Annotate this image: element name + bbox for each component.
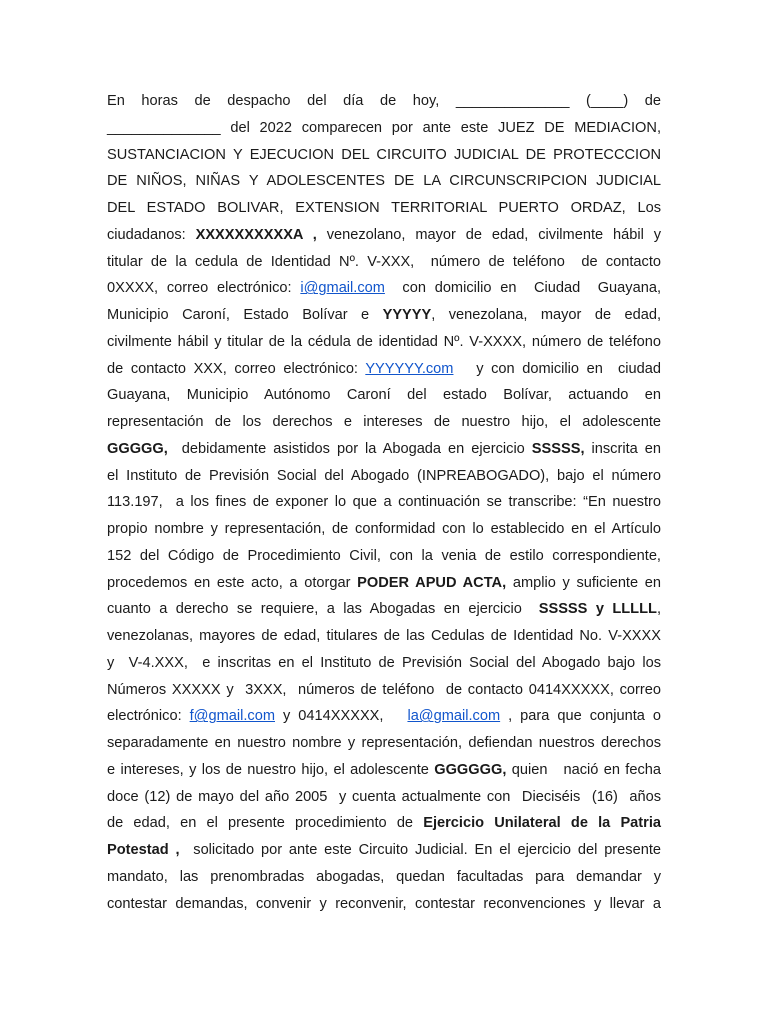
document-line bbox=[107, 436, 661, 463]
email-link[interactable]: YYYYYY.com bbox=[365, 360, 454, 377]
text-run: venezolano, mayor de edad, civilmente hábil y bbox=[316, 226, 661, 243]
text-run: ciudadanos: bbox=[107, 226, 196, 243]
bold-text: SSSSS y LLLLL bbox=[538, 601, 657, 618]
document-line bbox=[107, 275, 661, 302]
document-line bbox=[107, 409, 661, 436]
text-run: 152 del Código de Procedimiento Civil, con la venia de estilo correspondiente, bbox=[107, 547, 661, 564]
bold-text: Ejercicio Unilateral de la Patria bbox=[423, 815, 662, 832]
document-line bbox=[107, 677, 661, 704]
text-run: SUSTANCIACION Y EJECUCION DEL CIRCUITO JUDICIAL DE PROTECCCION bbox=[107, 146, 661, 163]
document-line bbox=[107, 195, 661, 222]
bold-text: YYYYY bbox=[382, 307, 432, 323]
document-line bbox=[107, 249, 661, 276]
text-run: con domicilio en Ciudad Guayana, bbox=[384, 280, 661, 297]
text-run: y 0414XXXXX, bbox=[275, 708, 408, 725]
bold-text: GGGGGG, bbox=[434, 761, 507, 778]
text-run: propio nombre y representación, de conformidad con lo establecido en el Artículo bbox=[107, 521, 661, 537]
text-run: En horas de despacho del día de hoy, ______________ (____) de bbox=[107, 93, 661, 109]
document-line bbox=[107, 891, 661, 918]
document-line bbox=[107, 88, 661, 115]
document-line bbox=[107, 784, 661, 811]
document-line bbox=[107, 623, 661, 650]
text-run: venezolanas, mayores de edad, titulares de las Cedulas de Identidad No. V-XXXX bbox=[107, 628, 661, 644]
document-line bbox=[107, 115, 661, 142]
text-run: ______________ del 2022 comparecen por ante este JUEZ DE MEDIACION, bbox=[107, 119, 661, 136]
document-line bbox=[107, 382, 661, 409]
document-line bbox=[107, 703, 661, 730]
document-line bbox=[107, 168, 661, 195]
text-run: debidamente asistidos por la Abogada en ejercicio bbox=[167, 440, 532, 457]
email-link[interactable]: f@gmail.com bbox=[189, 708, 275, 725]
document-line bbox=[107, 650, 661, 677]
text-run: procedemos en este acto, a otorgar bbox=[107, 574, 358, 591]
text-run: , para que conjunta o bbox=[500, 708, 661, 725]
text-run: y V-4.XXX, e inscritas en el Instituto de Previsión Social del Abogado bajo los bbox=[107, 654, 661, 671]
document-line bbox=[107, 837, 661, 864]
document-line bbox=[107, 543, 661, 570]
text-run: 113.197, a los fines de exponer lo que a continuación se transcribe: “En nuestro bbox=[107, 494, 661, 511]
text-run: separadamente en nuestro nombre y representación, defiendan nuestros derechos bbox=[107, 735, 661, 751]
text-run: amplio y suficiente en bbox=[506, 574, 662, 591]
bold-text: GGGGG, bbox=[107, 440, 168, 457]
document-line bbox=[107, 222, 661, 249]
text-run: e intereses, y los de nuestro hijo, el adolescente bbox=[107, 761, 435, 778]
text-run: quien nació en fecha bbox=[506, 761, 662, 778]
text-run: 0XXXX, correo electrónico: bbox=[107, 280, 301, 297]
document-line bbox=[107, 864, 661, 891]
text-run: electrónico: bbox=[107, 708, 190, 725]
text-run: mandato, las prenombradas abogadas, quedan facultadas para demandar y bbox=[107, 868, 661, 885]
bold-text: PODER APUD ACTA, bbox=[357, 574, 507, 591]
document-body bbox=[107, 88, 661, 917]
text-run: inscrita en bbox=[584, 440, 661, 457]
document-line bbox=[107, 329, 661, 356]
text-run: titular de la cedula de Identidad Nº. V-XXX, número de teléfono de contacto bbox=[107, 253, 661, 270]
document-line bbox=[107, 489, 661, 516]
text-run: civilmente hábil y titular de la cédula de identidad Nº. V-XXXX, número de teléfono bbox=[107, 333, 661, 350]
text-run: representación de los derechos e intereses de nuestro hijo, el adolescente bbox=[107, 414, 661, 430]
text-run: solicitado por ante este Circuito Judicial. En el ejercicio del presente bbox=[179, 842, 661, 858]
text-run: el Instituto de Previsión Social del Abogado (INPREABOGADO), bajo el número bbox=[107, 467, 661, 484]
text-run: DEL ESTADO BOLIVAR, EXTENSION TERRITORIAL PUERTO ORDAZ, Los bbox=[107, 200, 661, 216]
email-link[interactable]: la@gmail.com bbox=[407, 708, 501, 725]
text-run: Números XXXXX y 3XXX, números de teléfono de contacto 0414XXXXX, correo bbox=[107, 681, 661, 698]
text-run: contestar demandas, convenir y reconvenir, contestar reconvenciones y llevar a bbox=[107, 895, 661, 912]
document-line bbox=[107, 810, 661, 837]
bold-text: SSSSS, bbox=[531, 440, 585, 457]
document-line bbox=[107, 356, 661, 383]
text-run: , bbox=[656, 601, 661, 618]
document-line bbox=[107, 516, 661, 543]
text-run: Municipio Caroní, Estado Bolívar e bbox=[107, 307, 383, 323]
text-run: y con domicilio en ciudad bbox=[453, 360, 661, 377]
document-line bbox=[107, 463, 661, 490]
text-run: Guayana, Municipio Autónomo Caroní del estado Bolívar, actuando en bbox=[107, 387, 661, 404]
text-run: de contacto XXX, correo electrónico: bbox=[107, 360, 366, 377]
text-run: DE NIÑOS, NIÑAS Y ADOLESCENTES DE LA CIRCUNSCRIPCION JUDICIAL bbox=[107, 173, 661, 190]
document-line bbox=[107, 570, 661, 597]
bold-text: XXXXXXXXXXA , bbox=[195, 226, 317, 243]
email-link[interactable]: i@gmail.com bbox=[300, 280, 385, 297]
document-line bbox=[107, 302, 661, 329]
text-run: , venezolana, mayor de edad, bbox=[431, 307, 662, 323]
text-run: doce (12) de mayo del año 2005 y cuenta actualmente con Dieciséis (16) años bbox=[107, 788, 661, 805]
document-line bbox=[107, 757, 661, 784]
text-run: de edad, en el presente procedimiento de bbox=[107, 815, 424, 832]
bold-text: Potestad , bbox=[107, 842, 180, 858]
document-line bbox=[107, 730, 661, 757]
document-line bbox=[107, 596, 661, 623]
text-run: cuanto a derecho se requiere, a las Abogadas en ejercicio bbox=[107, 601, 539, 618]
document-line bbox=[107, 142, 661, 169]
